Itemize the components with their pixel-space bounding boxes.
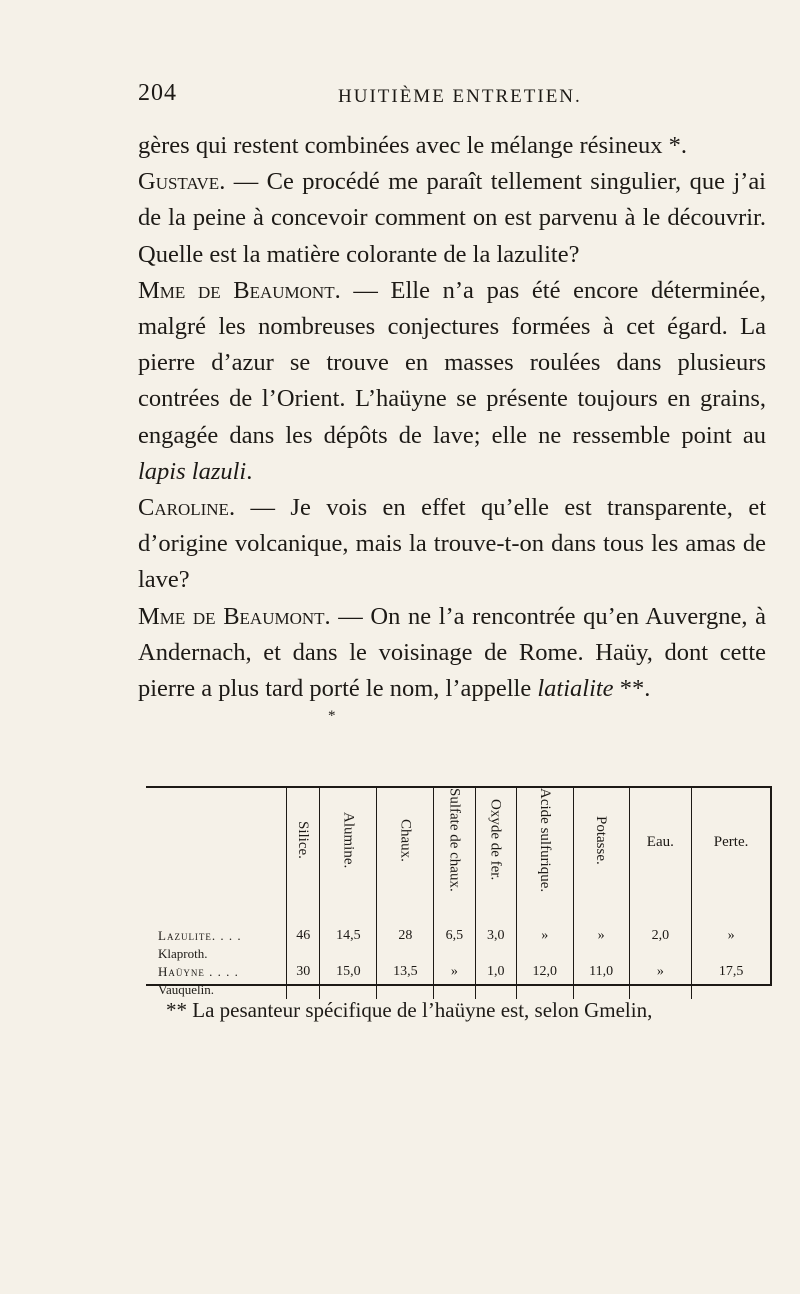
row-author: Vauquelin.: [158, 982, 214, 998]
speaker-name: Gustave.: [138, 168, 226, 196]
column-header: Sulfate de chaux.: [434, 788, 475, 897]
speaker-name: Mme de Beaumont.: [138, 276, 341, 304]
column-header: Oxyde de fer.: [475, 788, 516, 897]
speaker-name: Mme de Beaumont.: [138, 602, 331, 630]
paragraph-tail: .: [246, 457, 253, 485]
paragraph: [138, 490, 766, 599]
table-cell: » 11,0: [573, 897, 629, 999]
speaker-name: Caroline.: [138, 494, 236, 522]
column-header: Potasse.: [573, 788, 629, 897]
paragraph: [138, 164, 766, 273]
paragraph-text: — Je vois en effet qu’elle est transparente, et d’origine volcanique, mais la trouve-t-on dans tous les amas de lave?: [138, 494, 766, 594]
row-name: Haüyne . . . .: [158, 964, 239, 980]
paragraph-text: — Ce procédé me paraît tellement singulier, que j’ai de la peine à concevoir comment on est parvenu à le découvrir. Quelle est la matière colorante de la lazulite?: [138, 168, 766, 268]
table-cell: 14,5 15,0: [320, 897, 377, 999]
paragraph: [138, 599, 766, 708]
column-header: Perte.: [692, 788, 770, 897]
column-header: Eau.: [629, 788, 692, 897]
page-number: 204: [138, 80, 177, 106]
table-cell: 2,0 »: [629, 897, 692, 999]
table-cell: 6,5 »: [434, 897, 475, 999]
column-header: Acide sulfurique.: [516, 788, 573, 897]
table-cell: » 12,0: [516, 897, 573, 999]
column-header: Chaux.: [377, 788, 434, 897]
composition-table: [146, 786, 772, 998]
table-corner-cell: [146, 788, 287, 897]
table-header-row: [146, 788, 770, 897]
row-author: Klaproth.: [158, 946, 208, 962]
footnote: ** La pesanteur spécifique de l’haüyne est, selon Gmelin,: [166, 998, 653, 1022]
italic-term: lapis lazuli: [138, 457, 247, 485]
row-name: Lazulite. . . .: [158, 928, 242, 944]
paragraph-text: — On ne l’a rencontrée qu’en Auvergne, à Andernach, et dans le voisinage de Rome. Haüy, dont cette pierre a plus tard porté le nom, l’appelle: [138, 602, 766, 703]
table-cell: 46 30: [287, 897, 320, 999]
running-title: HUITIÈME ENTRETIEN.: [338, 86, 582, 107]
column-header: Silice.: [287, 788, 320, 897]
column-header: Alumine.: [320, 788, 377, 897]
table-cell: 3,0 1,0: [475, 897, 516, 999]
table-cell: 28 13,5: [377, 897, 434, 999]
row-labels-cell: [146, 897, 287, 999]
body-text: [138, 128, 766, 725]
paragraph: [138, 128, 766, 164]
table: [146, 788, 770, 999]
paragraph: [138, 273, 766, 490]
paragraph-text: gères qui restent combinées avec le mélange résineux *.: [138, 132, 687, 159]
table-cell: » 17,5: [692, 897, 770, 999]
italic-term: latialite: [537, 675, 614, 703]
table-footnote-mark: *: [328, 708, 336, 725]
paragraph-tail: **.: [613, 675, 651, 703]
paragraph-text: — Elle n’a pas été encore déterminée, malgré les nombreuses conjectures formées à cet égard. La pierre d’azur se trouve en masses roulées dans plusieurs contrées de l’Orient. L’haüyne se présente toujours en grains, engagée dans les dépôts de lave; elle ne ressemble point au: [138, 276, 766, 449]
table-row: [146, 897, 770, 999]
